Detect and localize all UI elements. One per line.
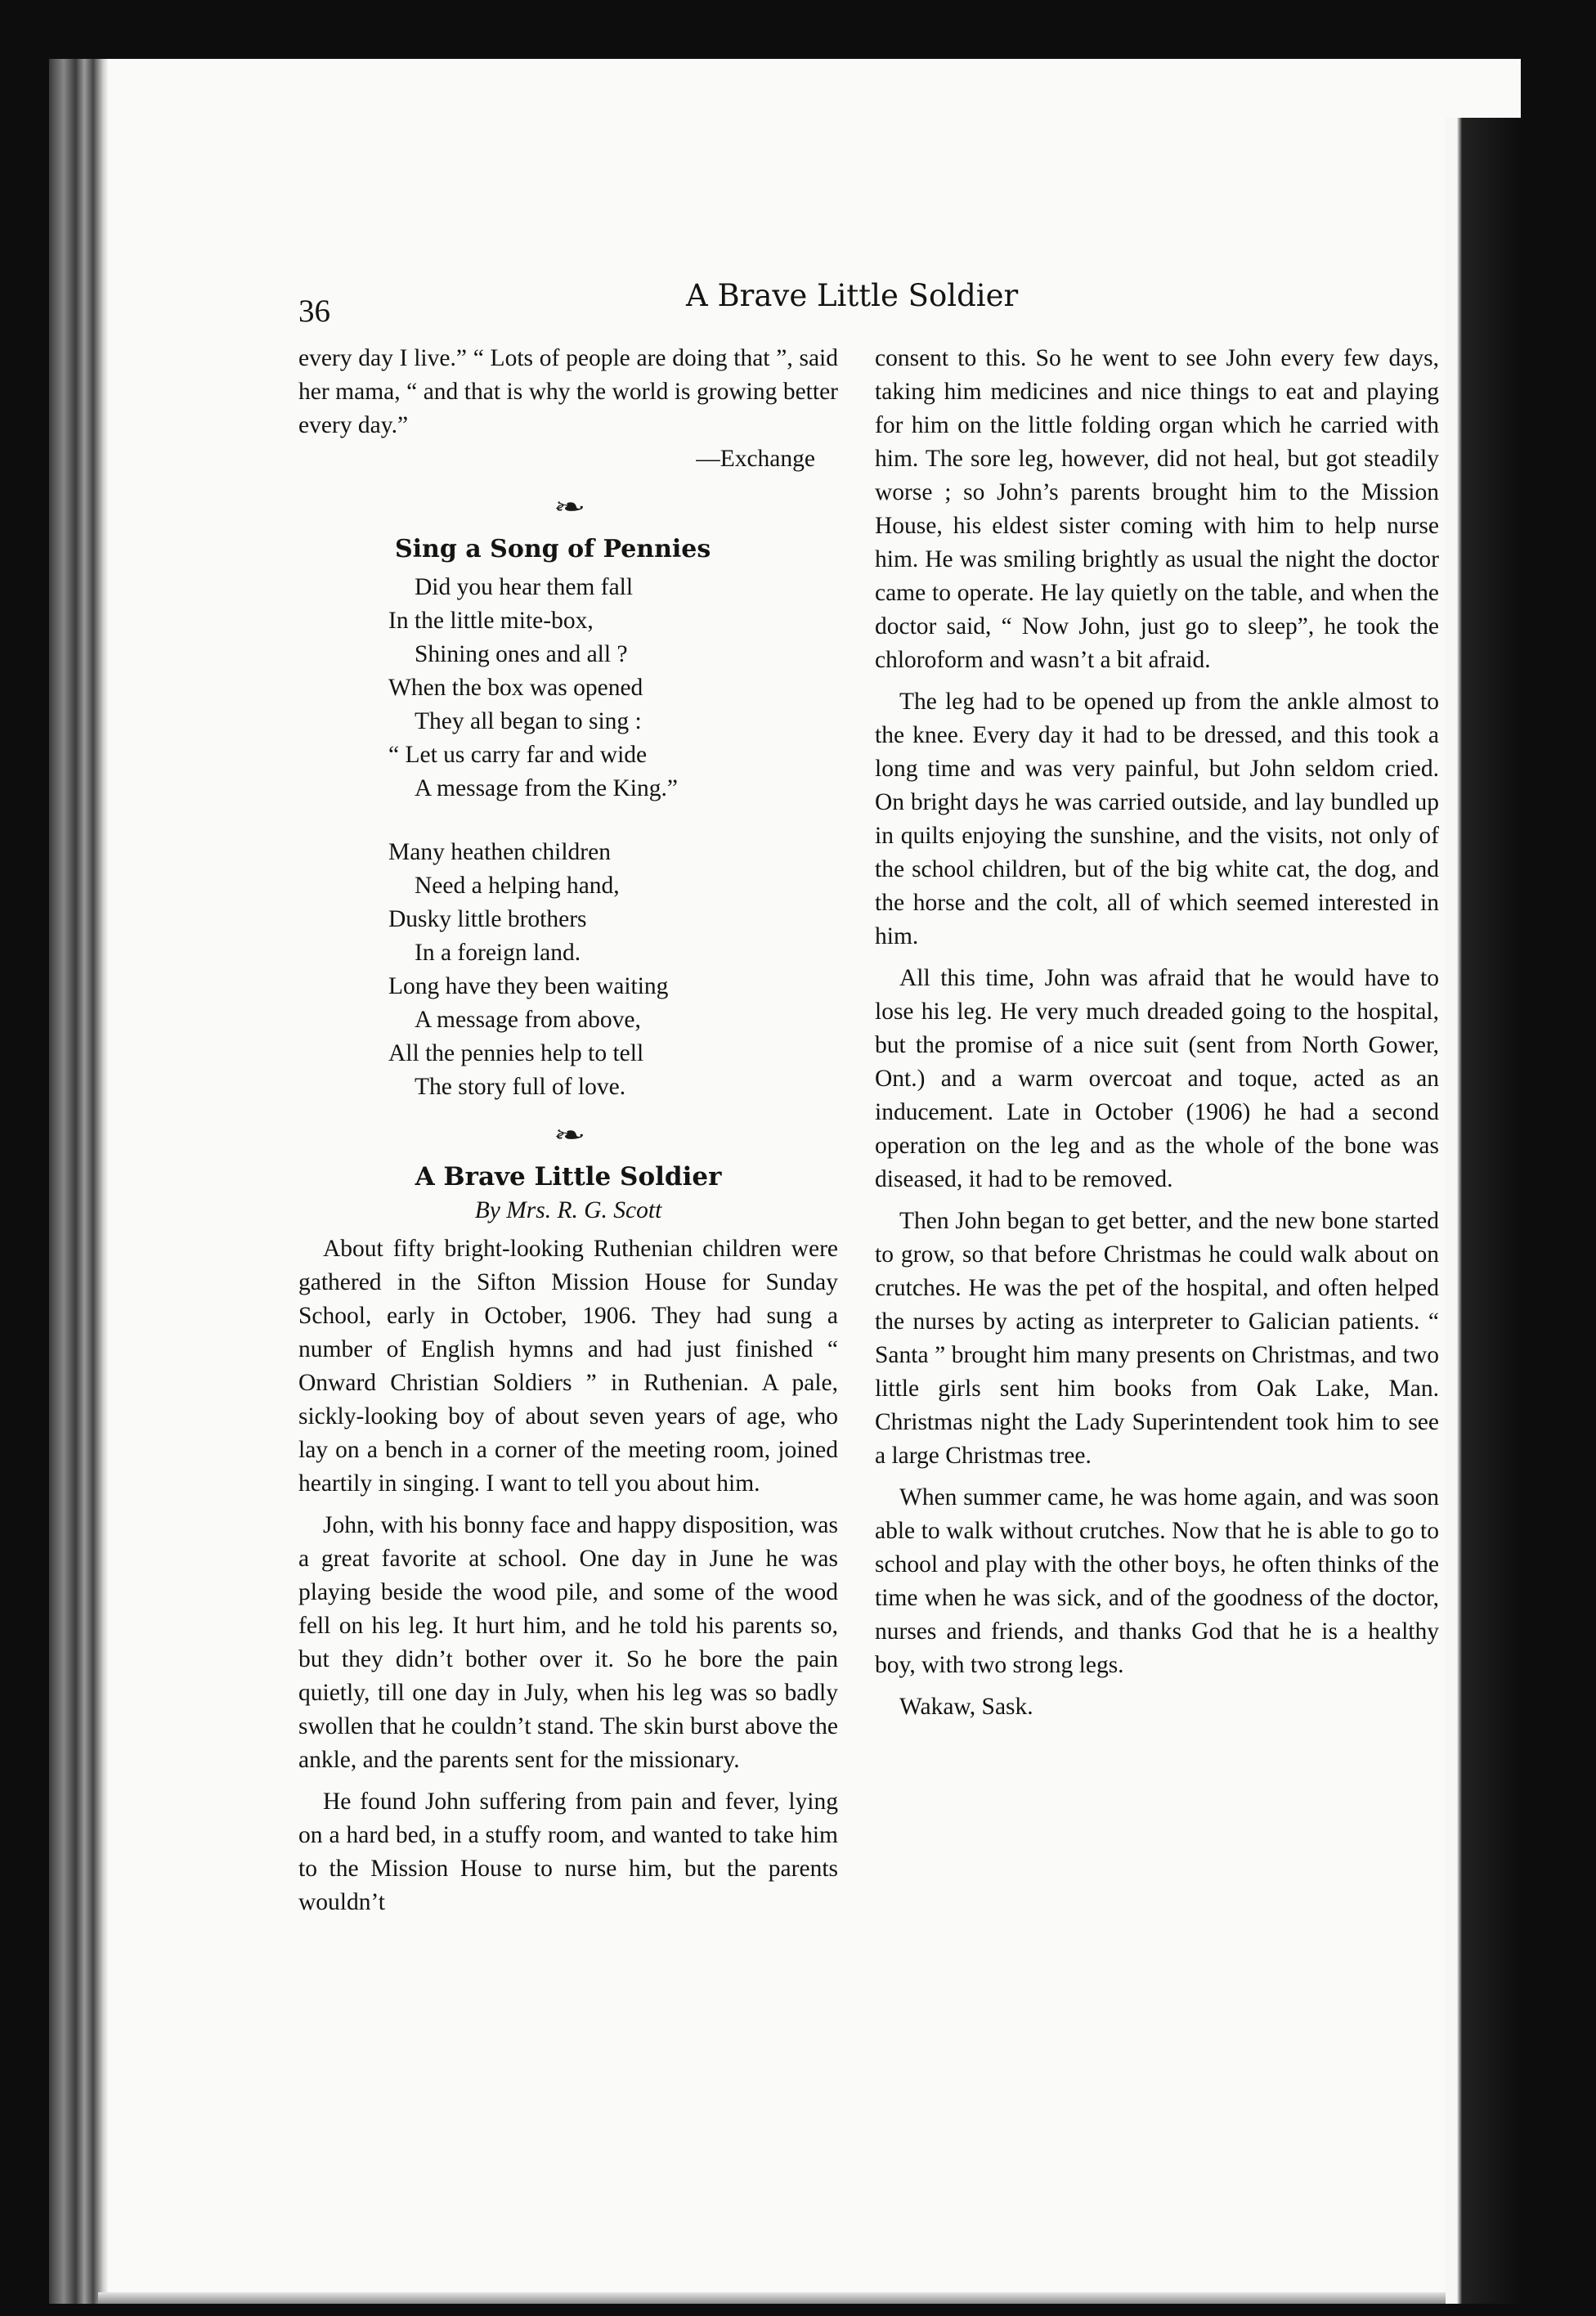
poem-line: Many heathen children [388, 839, 611, 865]
right-column [875, 342, 1439, 1724]
page-header [298, 278, 1484, 327]
poem-line: A message from the King.” [415, 775, 678, 801]
poem-line: They all began to sing : [415, 708, 642, 734]
page-bottom-edge [98, 2292, 1446, 2304]
poem-line: Shining ones and all ? [415, 641, 628, 667]
left-column [298, 342, 838, 1919]
intro-text: every day I live.” “ Lots of people are doing that ”, said her mama, “ and that is why the world is growing better every day.” [298, 345, 838, 438]
article-title: A Brave Little Soldier [415, 1162, 722, 1192]
ornament-icon: ❧ [553, 1122, 584, 1149]
poem-line: Long have they been waiting [388, 973, 669, 999]
article-paragraph: He found John suffering from pain and fever, lying on a hard bed, in a stuffy room, and wanted to take him to the Mission House to nurse him, but the parents wouldn’t [298, 1789, 838, 1915]
article-byline: By Mrs. R. G. Scott [474, 1197, 662, 1223]
ornament-icon: ❧ [553, 494, 584, 521]
running-title: A Brave Little Soldier [686, 278, 1019, 313]
poem-line: Dusky little brothers [388, 906, 587, 932]
article-paragraph: Then John began to get better, and the new bone started to grow, so that before Christmas he could walk about on crutches. He was the pet of the hospital, and often helped the nurses by acting as interpreter to Galician patients. “ Santa ” brought him many presents on Christmas, and two little girls sent him books from Oak Lake, Man. Christmas night the Lady Superintendent took him to see a large Christmas tree. [875, 1208, 1439, 1469]
poem-line: Need a helping hand, [415, 873, 620, 899]
article-paragraph: consent to this. So he went to see John every few days, taking him medicines and nice things to eat and playing for him on the little folding organ which he carried with him. The sore leg, however, did not heal, but got steadily worse ; so John’s parents brought him to the Mission House, his eldest sister coming with him to help nurse him. He was smiling brightly as usual the night the doctor came to operate. He lay quietly on the table, and when the doctor said, “ Now John, just go to sleep”, he took the chloroform and wasn’t a bit afraid. [875, 345, 1439, 673]
poem-line: The story full of love. [415, 1074, 626, 1100]
article-paragraph: John, with his bonny face and happy disposition, was a great favorite at school. One day in June he was playing beside the wood pile, and some of the wood fell on his leg. It hurt him, and he told his parents so, but they didn’t bother over it. So he bore the pain quietly, till one day in July, when his leg was so badly swollen that he couldn’t stand. The skin burst above the ankle, and the parents sent for the missionary. [298, 1512, 838, 1773]
poem-line: In the little mite-box, [388, 608, 594, 634]
article-paragraph: All this time, John was afraid that he would have to lose his leg. He very much dreaded going to the hospital, but the promise of a nice suit (sent from North Gower, Ont.) and a warm overcoat and toque, acted as an inducement. Late in October (1906) he had a second operation on the leg and as the whole of the bone was diseased, it had to be removed. [875, 965, 1439, 1192]
poem-line: All the pennies help to tell [388, 1040, 644, 1066]
article-paragraph: When summer came, he was home again, and was soon able to walk without crutches. Now that he is able to go to school and play with the other boys, he often thinks of the time when he was sick, and of the goodness of the doctor, nurses and friends, and thanks God that he is a healthy boy, with two strong legs. [875, 1484, 1439, 1678]
poem-line: “ Let us carry far and wide [388, 742, 648, 768]
article-paragraph: The leg had to be opened up from the ankle almost to the knee. Every day it had to be dressed, and this took a long time and was very painful, but John seldom cried. On bright days he was carried outside, and lay bundled up in quilts enjoying the sunshine, and the visits, not only of the school children, but of the big white cat, the dog, and the horse and the colt, all of which seemed interested in him. [875, 689, 1439, 949]
intro-attribution: —Exchange [696, 446, 815, 472]
poem-line: Did you hear them fall [415, 574, 634, 600]
poem-body [388, 571, 838, 1104]
poem-title: Sing a Song of Pennies [395, 535, 711, 563]
book-spine [49, 59, 108, 2304]
poem-line: When the box was opened [388, 675, 643, 701]
article-signoff: Wakaw, Sask. [899, 1694, 1033, 1720]
poem-line: In a foreign land. [415, 940, 581, 966]
poem-line: A message from above, [415, 1007, 641, 1033]
article-paragraph: About fifty bright-looking Ruthenian children were gathered in the Sifton Mission House for Sunday School, early in October, 1906. They had sung a number of English hymns and had just finished “ Onward Christian Soldiers ” in Ruthenian. A pale, sickly-looking boy of about seven years of age, who lay on a bench in a corner of the meeting room, joined heartily in singing. I want to tell you about him. [298, 1236, 838, 1497]
page-number: 36 [298, 294, 330, 329]
facing-page-edge [1446, 118, 1521, 2304]
